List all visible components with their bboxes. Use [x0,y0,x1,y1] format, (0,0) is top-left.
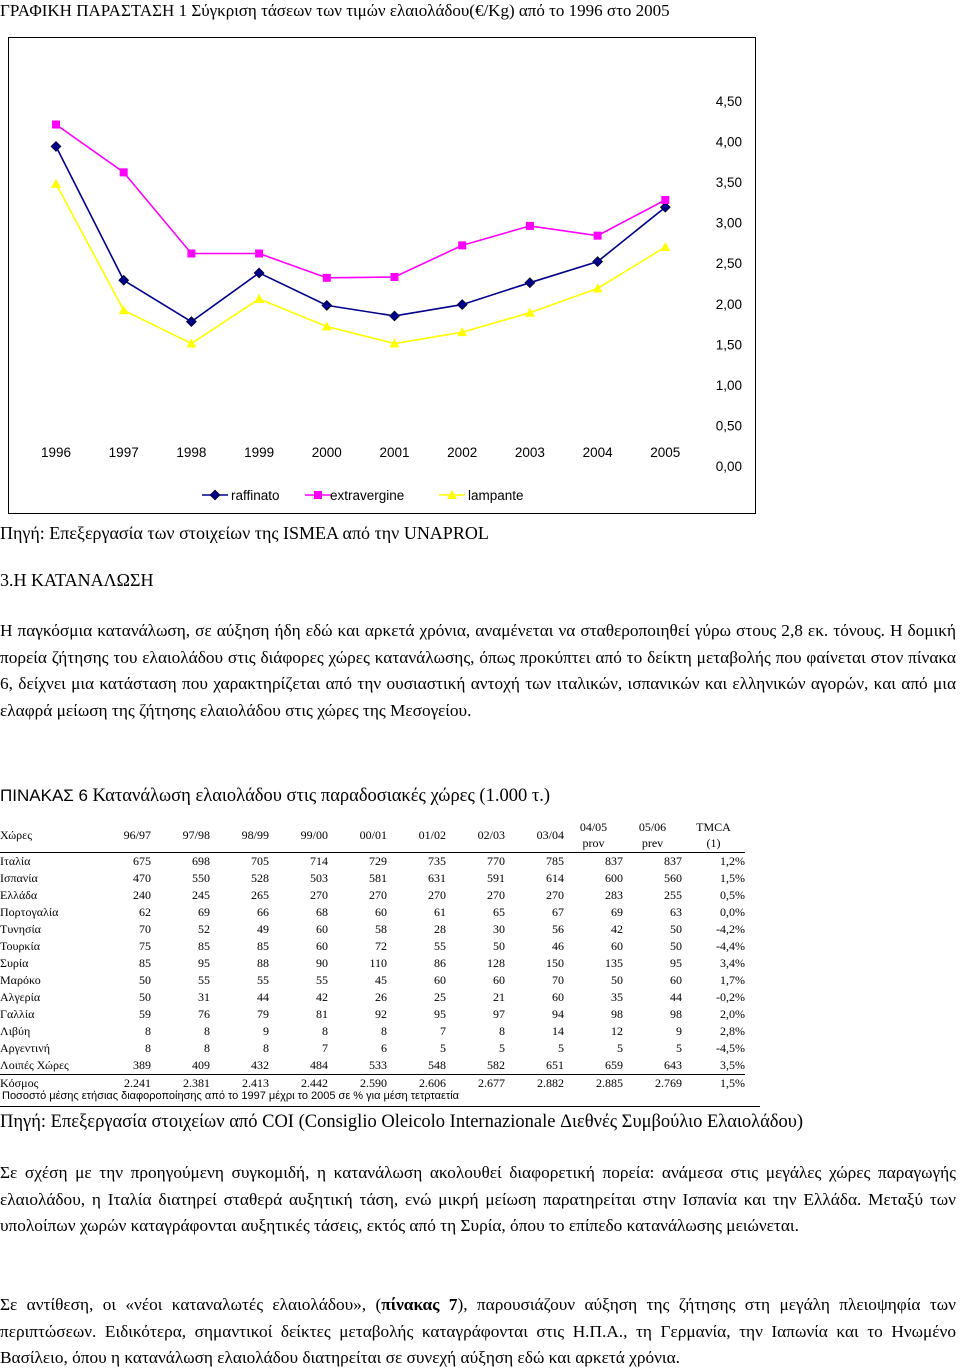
table-header-row [0,818,745,853]
row-value: 7 [322,1041,328,1055]
table-row [0,1057,745,1075]
row-value: 2.606 [419,1076,446,1090]
row-value: 76 [198,1007,210,1021]
row-value: 25 [434,990,446,1004]
header-bottom: prov [582,836,605,850]
row-value: 785 [505,853,564,871]
row-value: 50 [670,939,682,953]
data-point-extravergine [120,168,128,176]
row-value: 389 [92,1057,151,1075]
row-value: 533 [328,1057,387,1075]
row-value: 59 [139,1007,151,1021]
row-value: 770 [446,853,505,871]
row-value: 837 [564,853,623,871]
row-value: 50 [139,990,151,1004]
header-year: 99/00 [300,827,328,842]
header-bottom: (1) [706,836,721,850]
row-value: 46 [552,939,564,953]
row-country: Ισπανία [0,871,38,885]
x-tick-label: 1998 [176,445,207,460]
row-value: 50 [139,973,151,987]
row-value: 651 [505,1057,564,1075]
data-point-lampante [119,305,129,314]
y-tick-label: 1,00 [715,377,742,393]
row-value: 582 [446,1057,505,1075]
row-value: 55 [198,973,210,987]
row-value: 560 [664,871,682,885]
row-value: 409 [151,1057,210,1075]
y-tick-label: 3,50 [715,175,742,191]
row-tmca: 1,5% [720,871,745,885]
table-row [0,904,745,921]
chart-source: Πηγή: Επεξεργασία των στοιχείων της ISMEA από την UNAPROL [0,523,489,543]
row-tmca: 0,5% [720,888,745,902]
row-tmca: 1,5% [720,1076,745,1090]
table-row [0,938,745,955]
table-row [0,1023,745,1040]
row-country: Αλγερία [0,990,41,1004]
row-value: 659 [564,1057,623,1075]
series-line-raffinato [56,146,665,321]
table-title-number: ΠΙΝΑΚΑΣ 6 [0,786,88,805]
figure-caption: ΓΡΑΦΙΚΗ ΠΑΡΑΣΤΑΣΗ 1 Σύγκριση τάσεων των τιμών ελαιολάδου(€/Kg) από το 1996 στο 2005 [0,1,670,20]
row-value: 600 [605,871,623,885]
row-value: 63 [670,905,682,919]
row-value: 675 [92,853,151,871]
row-value: 7 [440,1024,446,1038]
row-value: 28 [434,922,446,936]
row-value: 2.677 [478,1076,505,1090]
row-value: 14 [552,1024,564,1038]
row-country: Λοιπές Χώρες [0,1057,92,1075]
table-title-text: Κατανάλωση ελαιολάδου στις παραδοσιακές χώρες (1.000 τ.) [92,786,551,806]
row-value: 128 [487,956,505,970]
data-point-extravergine [52,121,60,129]
row-value: 631 [428,871,446,885]
row-tmca: 2,8% [720,1024,745,1038]
data-point-lampante [186,339,196,348]
row-country: Ελλάδα [0,888,38,902]
data-point-extravergine [594,232,602,240]
row-value: 283 [605,888,623,902]
row-value: 60 [316,922,328,936]
table-note: Ποσοστό μέσης ετήσιας διαφοροποίησης από το 1997 μέχρι το 2005 σε % για μέση τετρταετία [2,1090,459,1102]
data-point-lampante [322,321,332,330]
row-value: 68 [316,905,328,919]
table-source: Πηγή: Επεξεργασία στοιχείων από COI (Consiglio Oleicolo Internazionale Διεθνές Συμβούλιο Ελαιολάδου) [0,1112,804,1132]
row-value: 60 [611,939,623,953]
data-point-raffinato [457,300,467,310]
row-country: Τυνησία [0,922,41,936]
paragraph-comparison: Σε σχέση με την προηγούμενη συγκομιδή, η κατανάλωση ακολουθεί διαφορετική πορεία: ανάμεσα στις μεγάλες χώρες παραγωγής ελαιολάδου, η Ιταλία διατηρεί σταθερά αυξητική τάση, ενώ μικρή μείωση παρατηρείται στην Ισπανία και την Ελλάδα. Μεταξύ των υπολοίπων χωρών καταγράφονται αυξητικές τάσεις, εκτός από τη Συρία, όπου το επίπεδο κατανάλωσης μειώνεται. [0,1163,956,1235]
row-value: 8 [145,1024,151,1038]
legend-marker-raffinato [210,490,220,500]
row-value: 8 [204,1024,210,1038]
row-value: 60 [670,973,682,987]
row-tmca: 0,0% [720,905,745,919]
table-divider [0,1106,760,1107]
table-body [0,853,745,1093]
row-value: 548 [387,1057,446,1075]
row-value: 9 [263,1024,269,1038]
row-tmca: 3,4% [720,956,745,970]
row-value: 21 [493,990,505,1004]
y-tick-label: 1,50 [715,337,742,353]
line-chart [9,38,757,515]
row-value: 150 [546,956,564,970]
row-value: 61 [434,905,446,919]
row-value: 2.413 [242,1076,269,1090]
y-tick-label: 0,00 [715,459,742,474]
x-tick-label: 2002 [447,445,478,460]
row-value: 5 [499,1041,505,1055]
row-value: 5 [440,1041,446,1055]
row-value: 2.381 [183,1076,210,1090]
chart-frame [8,37,756,514]
row-value: 42 [611,922,623,936]
row-value: 65 [493,905,505,919]
row-value: 2.885 [596,1076,623,1090]
row-value: 69 [198,905,210,919]
header-year: 01/02 [418,827,446,842]
data-point-lampante [254,294,264,303]
table-row [0,989,745,1006]
legend-label-extravergine: extravergine [330,488,405,503]
table-title [0,785,550,807]
row-value: 270 [546,888,564,902]
x-tick-label: 2005 [650,445,681,460]
table7-reference: πίνακας 7 [381,1295,458,1314]
data-point-extravergine [458,241,466,249]
row-value: 735 [387,853,446,871]
y-tick-label: 2,00 [715,296,742,312]
row-value: 26 [375,990,387,1004]
row-tmca: 1,2% [682,853,745,871]
y-tick-label: 4,00 [715,134,742,150]
header-top: 05/06 [638,820,667,834]
x-tick-label: 2004 [582,445,613,460]
header-bottom: prev [641,836,664,850]
row-value: 245 [192,888,210,902]
row-value: 97 [493,1007,505,1021]
row-value: 255 [664,888,682,902]
data-point-extravergine [526,222,534,230]
row-value: 8 [204,1041,210,1055]
x-tick-label: 2000 [311,445,342,460]
row-country: Συρία [0,956,29,970]
row-value: 60 [493,973,505,987]
row-value: 2.241 [124,1076,151,1090]
row-value: 75 [139,939,151,953]
row-value: 86 [434,956,446,970]
row-value: 30 [493,922,505,936]
header-year: 97/98 [182,827,210,842]
y-tick-label: 2,50 [715,256,742,272]
row-value: 2.769 [655,1076,682,1090]
y-tick-label: 4,50 [715,94,742,109]
data-point-raffinato [119,275,129,285]
row-value: 58 [375,922,387,936]
row-value: 67 [552,905,564,919]
row-value: 60 [434,973,446,987]
data-point-raffinato [390,311,400,321]
paragraph-consumption: Η παγκόσμια κατανάλωση, σε αύξηση ήδη εδώ και αρκετά χρόνια, αναμένεται να σταθεροποιηθεί γύρω στους 2,8 εκ. τόνους. Η δομική πορεία ζήτησης του ελαιολάδου στις διάφορες χώρες κατανάλωσης, όπως προκύπτει από το δείκτη μεταβολής που φαίνεται στον πίνακα 6, δείχνει μια κατάσταση που χαρακτηρίζεται από την ουσιαστική αντοχή των ιταλικών, ισπανικών και ελληνικών αγορών, και από μια ελαφρά μείωση της ζήτησης ελαιολάδου στις χώρες της Μεσογείου. [0,621,956,720]
data-point-lampante [593,283,603,292]
x-tick-label: 2003 [514,445,545,460]
row-value: 49 [257,922,269,936]
row-tmca: 2,0% [720,1007,745,1021]
header-year: 96/97 [123,827,151,842]
row-value: 31 [198,990,210,1004]
row-tmca: -4,4% [716,939,745,953]
row-value: 85 [139,956,151,970]
row-value: 698 [151,853,210,871]
series-line-lampante [56,184,665,344]
row-value: 503 [310,871,328,885]
row-value: 45 [375,973,387,987]
y-tick-label: 3,00 [715,215,742,231]
row-value: 714 [269,853,328,871]
row-value: 8 [145,1041,151,1055]
row-value: 42 [316,990,328,1004]
row-value: 95 [434,1007,446,1021]
x-tick-label: 1999 [244,445,275,460]
row-tmca: 1,7% [720,973,745,987]
y-tick-label: 0,50 [715,418,742,434]
data-point-raffinato [525,278,535,288]
table-row [0,972,745,989]
row-value: 2.590 [360,1076,387,1090]
row-value: 240 [133,888,151,902]
table-row [0,955,745,972]
consumption-table [0,818,745,1092]
row-value: 270 [487,888,505,902]
row-value: 88 [257,956,269,970]
table-row [0,1040,745,1057]
row-value: 5 [617,1041,623,1055]
header-top: TMCA [696,820,731,834]
section-title: 3.Η ΚΑΤΑΝΑΛΩΣΗ [0,570,154,590]
row-value: 62 [139,905,151,919]
row-value: 591 [487,871,505,885]
row-value: 60 [375,905,387,919]
x-tick-label: 1996 [40,445,72,460]
data-point-extravergine [323,274,331,282]
row-country: Αργεντινή [0,1041,50,1055]
row-value: 5 [558,1041,564,1055]
header-year: 03/04 [536,827,564,842]
table-row [0,853,745,871]
row-country: Κόσμος [0,1076,39,1090]
row-value: 270 [428,888,446,902]
row-value: 5 [676,1041,682,1055]
row-value: 55 [316,973,328,987]
row-value: 85 [257,939,269,953]
data-point-raffinato [51,141,61,151]
row-country: Πορτογαλία [0,905,59,919]
row-value: 8 [322,1024,328,1038]
row-value: 79 [257,1007,269,1021]
row-country: Ιταλία [0,853,92,871]
row-value: 55 [434,939,446,953]
row-value: 135 [605,956,623,970]
row-value: 50 [611,973,623,987]
table-row [0,887,745,904]
row-value: 2.882 [537,1076,564,1090]
para3-text-c: ), παρουσιάζουν αύξηση της ζήτησης στη μεγάλη πλειοψηφία των περιπτώσεων. Ειδικότερα, σημαντικοί δείκτες μεταβολής καταγράφονται στις Η.Π.Α., τη Γερμανία, την Ιαπωνία και το Ηνωμένο Βασίλειο, όπου η κατανάλωση ελαιολάδου διατηρείται σε συνεχή αύξηση εδώ και αρκετά χρόνια. [0,1295,956,1367]
row-value: 98 [670,1007,682,1021]
table-row [0,870,745,887]
row-value: 44 [670,990,682,1004]
row-country: Τουρκία [0,939,40,953]
header-year-0506 [623,818,682,853]
row-value: 484 [269,1057,328,1075]
series-line-extravergine [56,125,665,278]
row-value: 95 [670,956,682,970]
row-value: 85 [198,939,210,953]
row-value: 90 [316,956,328,970]
data-point-lampante [660,242,670,251]
row-value: 70 [139,922,151,936]
row-value: 528 [251,871,269,885]
row-tmca: -4,2% [716,922,745,936]
row-value: 60 [316,939,328,953]
header-year: 00/01 [359,827,387,842]
row-country: Λιβύη [0,1024,31,1038]
row-value: 60 [552,990,564,1004]
header-year-0405 [564,818,623,853]
data-point-lampante [51,179,61,188]
row-value: 92 [375,1007,387,1021]
x-tick-label: 2001 [379,445,410,460]
row-value: 8 [381,1024,387,1038]
legend-label-raffinato: raffinato [231,488,280,503]
row-value: 270 [310,888,328,902]
row-value: 643 [623,1057,682,1075]
row-value: 12 [611,1024,623,1038]
row-value: 550 [192,871,210,885]
row-value: 55 [257,973,269,987]
row-value: 837 [623,853,682,871]
row-value: 8 [499,1024,505,1038]
row-country: Μαρόκο [0,973,41,987]
row-value: 81 [316,1007,328,1021]
data-point-extravergine [391,273,399,281]
header-country: Χώρες [0,827,32,842]
header-tmca [682,818,745,853]
row-value: 98 [611,1007,623,1021]
row-value: 110 [369,956,387,970]
row-value: 270 [369,888,387,902]
legend-marker-extravergine [314,491,322,499]
row-country: Γαλλία [0,1007,35,1021]
row-value: 50 [670,922,682,936]
table-row [0,1006,745,1023]
row-value: 66 [257,905,269,919]
header-year: 98/99 [241,827,269,842]
row-value: 52 [198,922,210,936]
table-row [0,921,745,938]
data-point-raffinato [322,300,332,310]
row-value: 9 [676,1024,682,1038]
data-point-extravergine [187,249,195,257]
row-value: 470 [133,871,151,885]
data-point-extravergine [661,196,669,204]
row-tmca: -0,2% [716,990,745,1004]
x-tick-label: 1997 [108,445,139,460]
row-value: 432 [210,1057,269,1075]
row-value: 729 [328,853,387,871]
row-tmca: 3,5% [682,1057,745,1075]
row-value: 614 [546,871,564,885]
row-value: 94 [552,1007,564,1021]
row-value: 70 [552,973,564,987]
row-value: 265 [251,888,269,902]
row-value: 8 [263,1041,269,1055]
row-value: 705 [210,853,269,871]
row-value: 56 [552,922,564,936]
row-value: 35 [611,990,623,1004]
para3-text-a: Σε αντίθεση, οι «νέοι καταναλωτές ελαιολάδου», ( [0,1295,382,1314]
row-value: 6 [381,1041,387,1055]
row-value: 50 [493,939,505,953]
row-value: 72 [375,939,387,953]
row-tmca: -4,5% [716,1041,745,1055]
row-value: 44 [257,990,269,1004]
row-value: 69 [611,905,623,919]
header-year: 02/03 [477,827,505,842]
row-value: 95 [198,956,210,970]
row-value: 2.442 [301,1076,328,1090]
legend-label-lampante: lampante [468,488,524,503]
row-value: 581 [369,871,387,885]
data-point-extravergine [255,249,263,257]
header-top: 04/05 [579,820,608,834]
